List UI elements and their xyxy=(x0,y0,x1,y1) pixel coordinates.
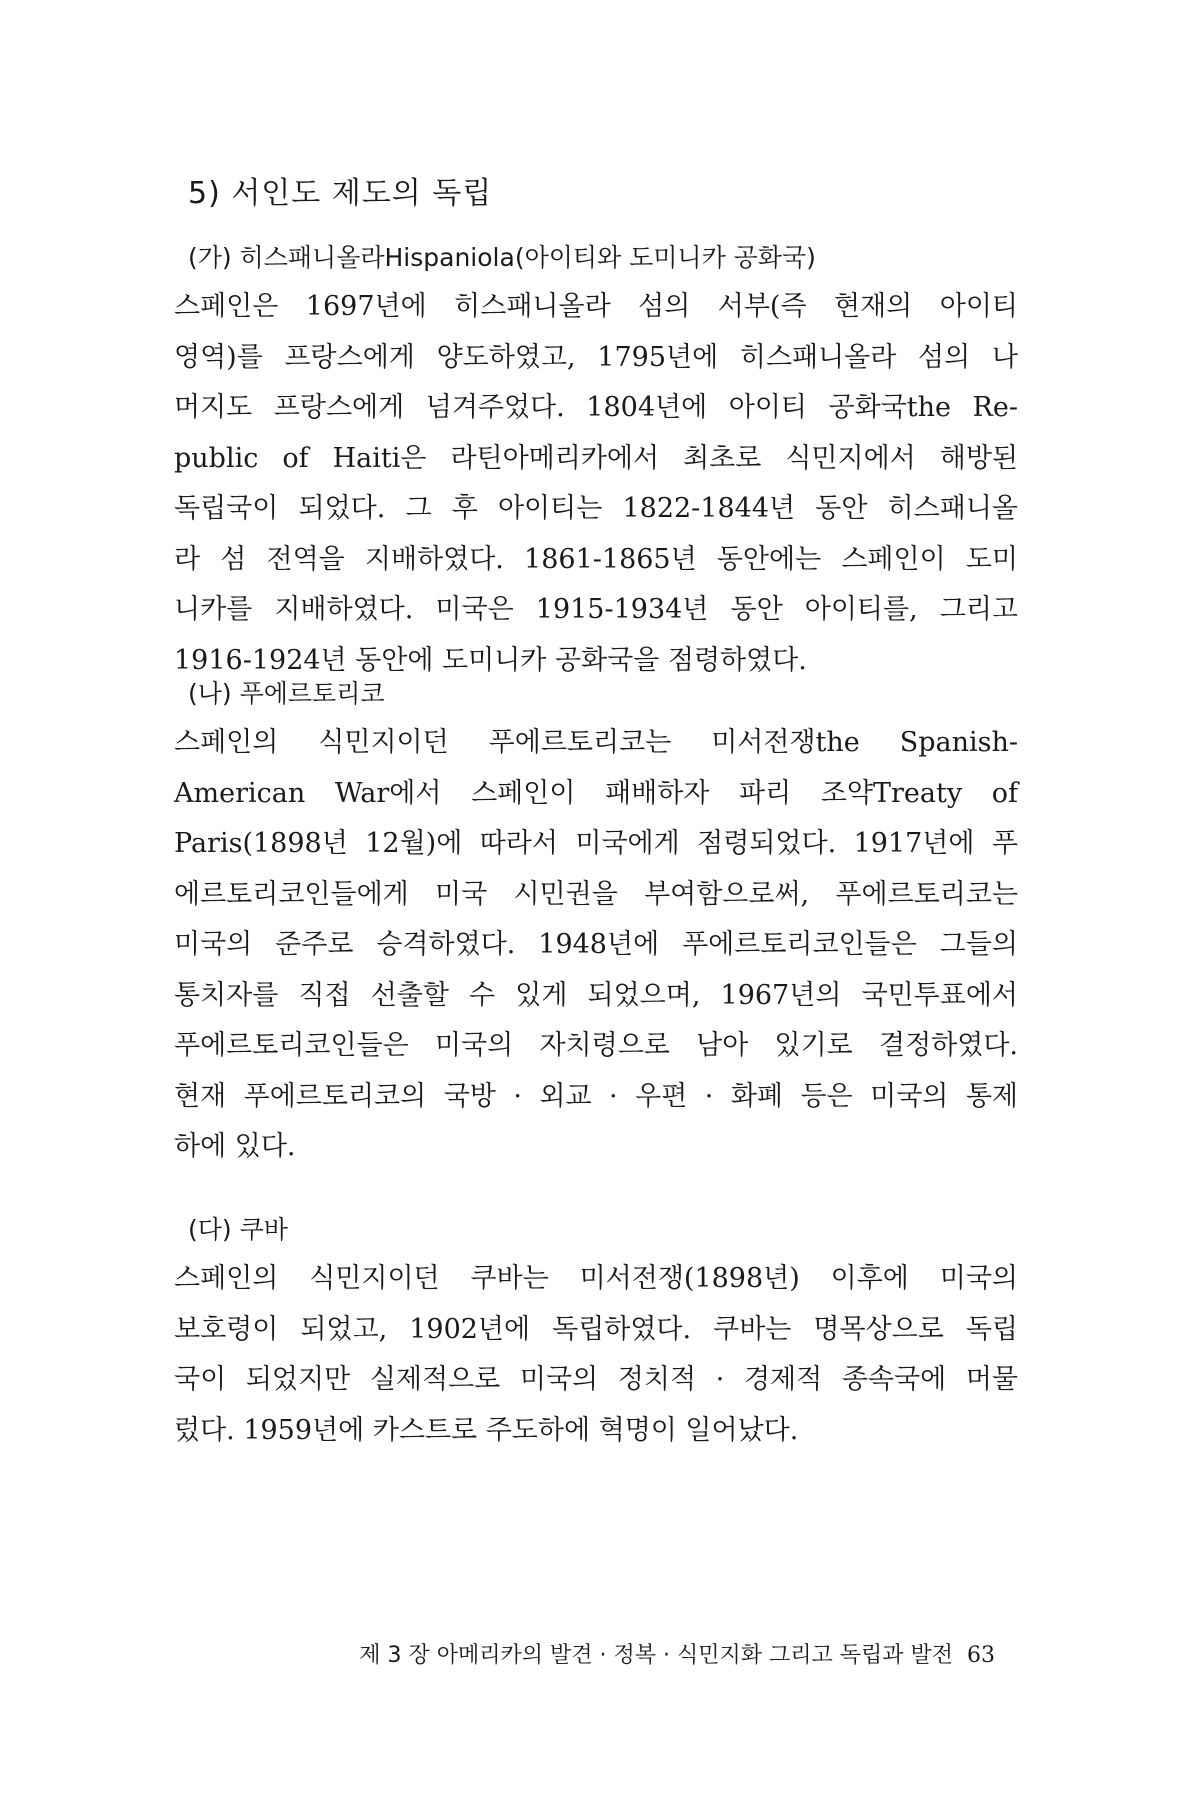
text-line: 하에 있다. xyxy=(174,1131,296,1162)
text-line: 머지도 프랑스에게 넘겨주었다. 1804년에 아이티 공화국the Re- xyxy=(174,392,1018,423)
subsection-heading-puerto-rico: (나) 푸에르토리코 xyxy=(188,679,385,708)
paragraph-cuba xyxy=(174,1254,1018,1456)
text-line: 미국의 준주로 승격하였다. 1948년에 푸에르토리코인들은 그들의 xyxy=(174,929,1018,960)
page-footer xyxy=(359,1638,995,1669)
page-number: 63 xyxy=(967,1643,995,1668)
text-line: 라 섬 전역을 지배하였다. 1861-1865년 동안에는 스페인이 도미 xyxy=(174,543,1018,575)
text-line: 에르토리코인들에게 미국 시민권을 부여함으로써, 푸에르토리코는 xyxy=(174,878,1018,910)
text-line: 스페인의 식민지이던 쿠바는 미서전쟁(1898년) 이후에 미국의 xyxy=(174,1263,1018,1294)
subsection-heading-cuba: (다) 쿠바 xyxy=(188,1215,288,1244)
paragraph-puerto-rico xyxy=(174,718,1018,1173)
subsection-heading-hispaniola: (가) 히스패니올라Hispaniola(아이티와 도미니카 공화국) xyxy=(188,243,816,272)
text-line: 스페인은 1697년에 히스패니올라 섬의 서부(즉 현재의 아이티 xyxy=(174,291,1018,322)
text-line: 통치자를 직접 선출할 수 있게 되었으며, 1967년의 국민투표에서 xyxy=(174,979,1018,1011)
text-line: 니카를 지배하였다. 미국은 1915-1934년 동안 아이티를, 그리고 xyxy=(174,594,1018,625)
text-line: Paris(1898년 12월)에 따라서 미국에게 점령되었다. 1917년에 푸 xyxy=(174,828,1018,859)
section-title: 5) 서인도 제도의 독립 xyxy=(188,176,493,211)
text-line: 영역)를 프랑스에게 양도하였고, 1795년에 히스패니올라 섬의 나 xyxy=(174,341,1018,373)
text-line: 독립국이 되었다. 그 후 아이티는 1822-1844년 동안 히스패니올 xyxy=(174,493,1018,524)
text-line: 1916-1924년 동안에 도미니카 공화국을 점령하였다. xyxy=(174,644,807,676)
text-line: 스페인의 식민지이던 푸에르토리코는 미서전쟁the Spanish- xyxy=(174,727,1018,758)
text-line: public of Haiti은 라틴아메리카에서 최초로 식민지에서 해방된 xyxy=(174,442,1018,474)
paragraph-hispaniola xyxy=(174,282,1018,686)
text-line: 푸에르토리코인들은 미국의 자치령으로 남아 있기로 결정하였다. xyxy=(174,1030,1018,1061)
text-line: 현재 푸에르토리코의 국방 · 외교 · 우편 · 화폐 등은 미국의 통제 xyxy=(174,1080,1018,1112)
text-line: American War에서 스페인이 패배하자 파리 조약Treaty of xyxy=(174,777,1018,809)
text-line: 렀다. 1959년에 카스트로 주도하에 혁명이 일어났다. xyxy=(174,1414,799,1446)
text-line: 국이 되었지만 실제적으로 미국의 정치적 · 경제적 종속국에 머물 xyxy=(174,1364,1018,1395)
running-header-chapter: 제 3 장 아메리카의 발견 · 정복 · 식민지화 그리고 독립과 발전 xyxy=(359,1643,953,1668)
text-line: 보호령이 되었고, 1902년에 독립하였다. 쿠바는 명목상으로 독립 xyxy=(174,1313,1018,1345)
